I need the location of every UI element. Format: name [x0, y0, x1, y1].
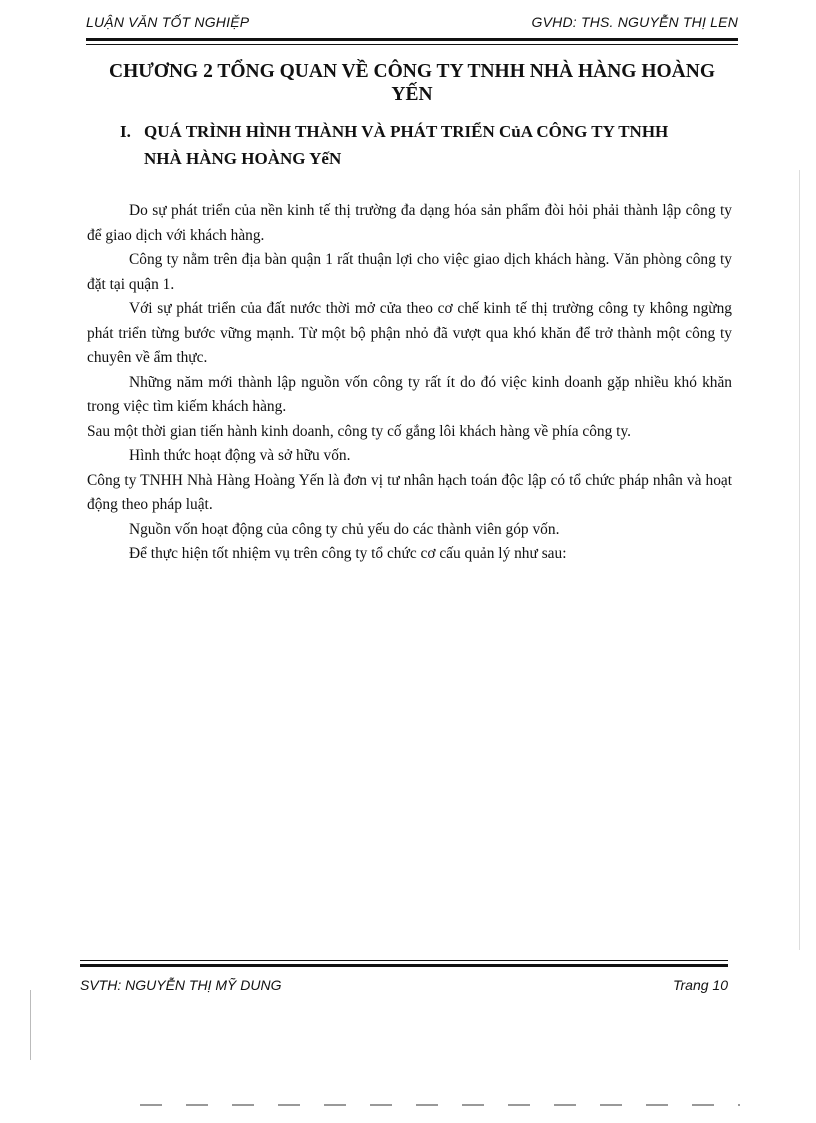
section-heading	[120, 118, 720, 172]
section-heading-line2: NHÀ HÀNG HOÀNG YếN	[144, 149, 342, 168]
paragraph: Với sự phát triển của đất nước thời mở cửa theo cơ chế kinh tế thị trường công ty không ngừng phát triển từng bước vững mạnh. Từ một bộ phận nhỏ đã vượt qua khó khăn để trở thành một công ty chuyên về ẩm thực.	[87, 300, 732, 366]
body-text	[87, 199, 732, 567]
paragraph: Những năm mới thành lập nguồn vốn công ty rất ít do đó việc kinh doanh gặp nhiều khó khăn trong việc tìm kiếm khách hàng.	[87, 373, 732, 415]
section-heading-line1: QUÁ TRÌNH HÌNH THÀNH VÀ PHÁT TRIỂN CủA CÔNG TY TNHH	[144, 122, 669, 141]
left-margin-mark	[30, 990, 31, 1060]
page-number: Trang 10	[673, 977, 728, 993]
paragraph: Công ty TNHH Nhà Hàng Hoàng Yến là đơn vị tư nhân hạch toán độc lập có tổ chức pháp nhân và hoạt động theo pháp luật.	[87, 471, 732, 513]
paragraph: Nguồn vốn hoạt động của công ty chủ yếu do các thành viên góp vốn.	[129, 520, 560, 538]
header-rule-thick	[86, 38, 738, 41]
chapter-title-line2: YẾN	[391, 84, 433, 105]
right-margin-mark	[799, 170, 800, 950]
footer-rule-thin	[80, 960, 728, 961]
paragraph: Công ty nằm trên địa bàn quận 1 rất thuận lợi cho việc giao dịch khách hàng. Văn phòng công ty đặt tại quận 1.	[87, 251, 732, 293]
chapter-title	[88, 60, 736, 106]
paragraph: Hình thức hoạt động và sở hữu vốn.	[129, 447, 351, 464]
scan-edge-marks	[140, 1104, 740, 1106]
paragraph: Sau một thời gian tiến hành kinh doanh, công ty cố gắng lôi khách hàng về phía công ty.	[87, 422, 631, 440]
running-header	[86, 10, 738, 34]
running-footer	[80, 973, 728, 997]
section-number: I.	[120, 122, 131, 141]
paragraph: Do sự phát triển của nền kinh tế thị trường đa dạng hóa sản phẩm đòi hỏi phải thành lập công ty để giao dịch với khách hàng.	[87, 202, 732, 244]
footer-rule-thick	[80, 964, 728, 967]
advisor-label: GVHD: THS. NGUYỄN THỊ LEN	[531, 14, 738, 30]
chapter-title-line1: CHƯƠNG 2 TỔNG QUAN VỀ CÔNG TY TNHH NHÀ HÀNG HOÀNG	[109, 61, 715, 82]
header-rule-thin	[86, 44, 738, 45]
paragraph: Để thực hiện tốt nhiệm vụ trên công ty tổ chức cơ cấu quản lý như sau:	[129, 545, 567, 562]
student-label: SVTH: NGUYỄN THỊ MỸ DUNG	[80, 977, 282, 993]
thesis-label: LUẬN VĂN TỐT NGHIỆP	[86, 14, 250, 30]
